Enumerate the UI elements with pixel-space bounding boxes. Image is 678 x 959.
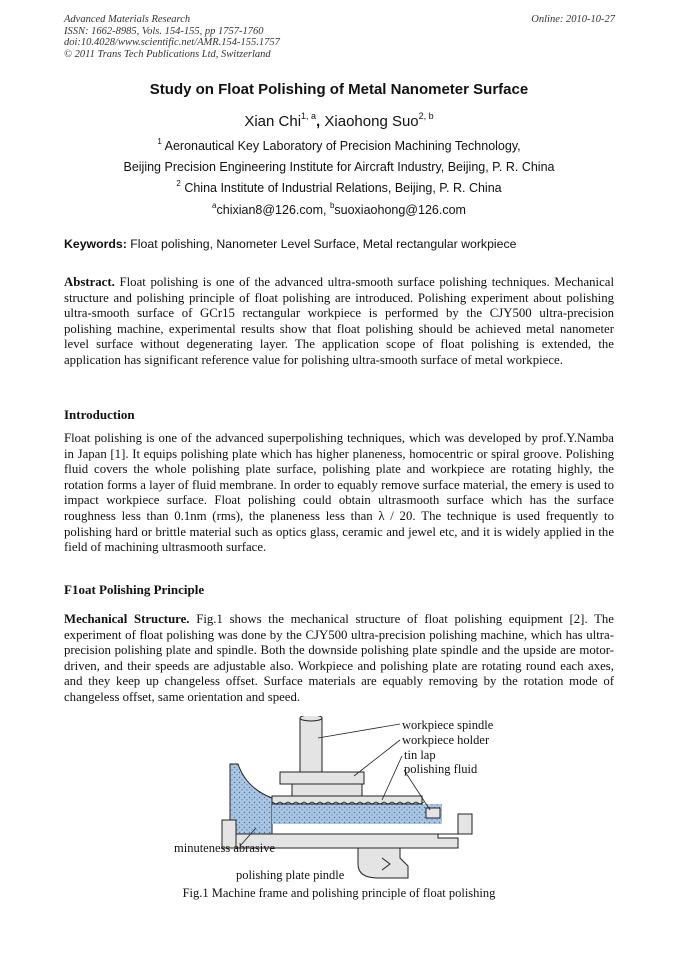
subsection-label: Mechanical Structure. <box>64 612 190 626</box>
keywords-line <box>64 237 624 251</box>
figure-1 <box>168 716 508 886</box>
author-separator: , <box>316 113 325 130</box>
doi-line: doi:10.4028/www.scientific.net/AMR.154-155.1757 <box>64 37 280 49</box>
paper-title: Study on Float Polishing of Metal Nanometer Surface <box>149 81 529 98</box>
email-a: chixian8@126.com <box>216 203 323 217</box>
author-list <box>0 113 678 130</box>
author-emails: $^a$chixian8@126.com, $^b$suoxiaohong@126.com <box>212 201 466 217</box>
journal-header <box>64 14 464 60</box>
figure-caption: Fig.1 Machine frame and polishing principle of float polishing <box>182 886 496 900</box>
plate-right-rim <box>426 808 440 818</box>
affiliation-text: Aeronautical Key Laboratory of Precision Machining Technology, <box>164 139 521 153</box>
label-polishing-plate-spindle: polishing plate pindle <box>236 868 345 882</box>
plate-spindle <box>358 848 408 878</box>
label-tin-lap: tin lap <box>404 748 436 762</box>
affiliation-1 <box>0 139 678 153</box>
online-date: Online: 2010-10-27 <box>531 14 615 25</box>
abstract-label: Abstract. <box>64 275 115 289</box>
email-marker: b <box>329 201 335 210</box>
label-workpiece-holder: workpiece holder <box>402 733 490 747</box>
workpiece <box>292 784 362 796</box>
email-b: suoxiaohong@126.com <box>334 203 466 217</box>
issn-line: ISSN: 1662-8985, Vols. 154-155, pp 1757-1760 <box>64 25 264 37</box>
journal-name: Advanced Materials Research <box>64 14 191 25</box>
workpiece-spindle <box>300 718 322 772</box>
author-superscript: 2, b <box>418 111 434 121</box>
leader-line-spindle <box>318 724 400 738</box>
affiliation-marker: 1 <box>157 137 162 146</box>
introduction-paragraph: Float polishing is one of the advanced superpolishing techniques, which was developed by prof.Y.Namba in Japan [1]. It equips polishing plate which has higher planeness, homocentric or spiral groove. Polishing fluid covers the whole polishing plate surface, polishing plate and workpiece are rotating highly, the rotation forms a layer of fluid membrane. In order to equably remove surface material, the emery is used to impact workpiece surface. Float polishing could obtain ultrasmooth surface which has the surface roughness less than 0.1nm (rms), the planeness less than λ / 20. The technique is used frequently to polishing hard or brittle material such as optics glass, ceramic and jewel etc, and it is widely applied in the field of machining ultrasmooth surface. <box>64 431 614 555</box>
leader-line-lap <box>382 756 402 800</box>
spindle-top <box>300 716 322 721</box>
keywords-label: Keywords: <box>64 237 127 251</box>
author-name: Xiaohong Suo <box>324 113 419 130</box>
label-minuteness-abrasive: minuteness abrasive <box>174 841 276 855</box>
affiliation-text: China Institute of Industrial Relations, Beijing, P. R. China <box>184 181 502 195</box>
workpiece-holder-block <box>280 772 364 784</box>
copyright-line: © 2011 Trans Tech Publications Ltd, Switzerland <box>64 48 271 60</box>
abstract-text: Float polishing is one of the advanced ultra-smooth surface polishing techniques. Mechanical structure and polishing principle of float polishing are introduced. Polishing experiment about polishing ultra-smooth surface of GCr15 rectangular workpiece is performed by the CJY500 ultra-precision polishing machine, experimental results show that float polishing should be achieved metal nanometer level surface without degenerating layer. The application scope of float polishing is extended, the application has significant reference value for polishing ultra-smooth surface of metal workpiece. <box>64 275 614 367</box>
author-name: Xian Chi <box>244 113 302 130</box>
label-polishing-fluid: polishing fluid <box>404 762 478 776</box>
affiliation-marker: 2 <box>176 179 181 188</box>
author-superscript: 1, a <box>301 111 317 121</box>
email-marker: a <box>212 201 217 210</box>
section-heading-principle: F1oat Polishing Principle <box>64 582 205 597</box>
leader-line-holder <box>354 740 400 776</box>
affiliation-2 <box>0 181 678 195</box>
abstract-paragraph <box>64 275 614 369</box>
principle-paragraph <box>64 612 614 706</box>
label-workpiece-spindle: workpiece spindle <box>402 718 494 732</box>
polishing-fluid-layer <box>272 804 442 824</box>
keywords-text: Float polishing, Nanometer Level Surface, Metal rectangular workpiece <box>130 237 517 251</box>
section-heading-introduction: Introduction <box>64 407 135 422</box>
affiliation-1-cont: Beijing Precision Engineering Institute for Aircraft Industry, Beijing, P. R. China <box>123 160 555 174</box>
principle-text: Fig.1 shows the mechanical structure of float polishing equipment [2]. The experiment of float polishing was done by the CJY500 ultra-precision polishing machine, which has ultra-precision polishing plate and spindle. Both the downside polishing plate spindle and the upside are motor-driven, and their speeds are adjustable also. Workpiece and polishing plate are rotating round each axes, and they keep up changeless offset. Surface materials are equably removing by the rotation mode of changeless offset, same orientation and speed. <box>64 612 614 704</box>
